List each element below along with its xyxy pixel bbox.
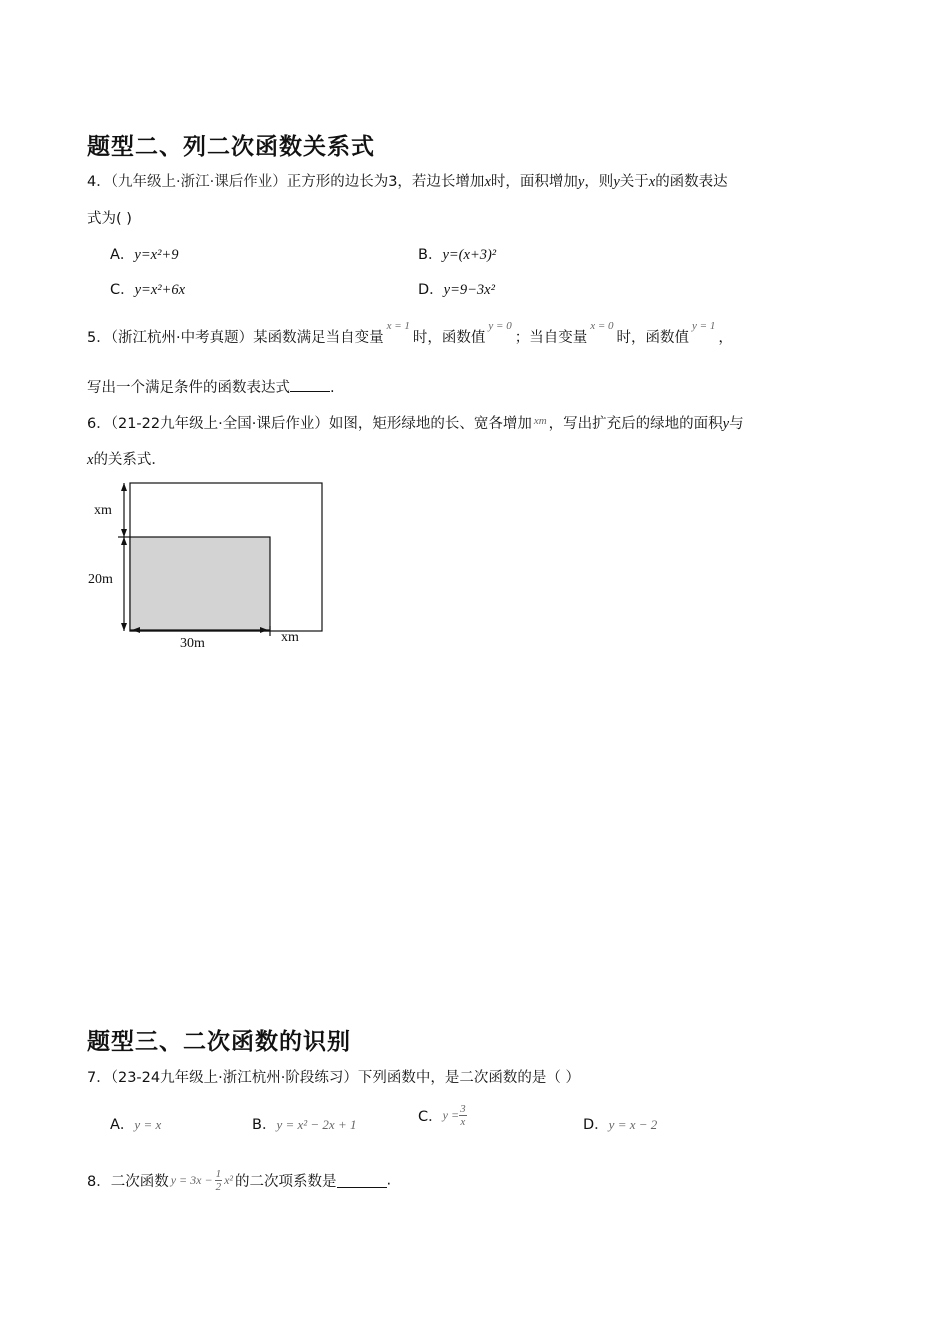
option-4c[interactable] <box>110 278 185 299</box>
answer-blank[interactable] <box>337 1173 387 1188</box>
question-text: ；当自变量 <box>514 330 588 346</box>
option-label: D． <box>583 1117 609 1133</box>
option-formula: y=x²+6x <box>134 282 186 298</box>
option-7c[interactable] <box>418 1103 467 1128</box>
option-label: A． <box>110 1117 135 1133</box>
question-text: 时，函数值 <box>412 330 486 346</box>
question-text: 时，函数值 <box>616 330 690 346</box>
math-var: x <box>648 174 656 190</box>
question-text: . <box>386 1172 392 1189</box>
option-4b[interactable] <box>418 243 496 264</box>
math-var: x <box>87 452 94 468</box>
rectangle-figure <box>88 478 328 650</box>
question-4-stem <box>87 170 728 191</box>
inner-rectangle <box>130 537 270 631</box>
fraction <box>215 1168 223 1193</box>
fraction-denominator: x <box>460 1116 466 1128</box>
question-number: 8． <box>87 1174 111 1190</box>
math-expression: y = 3x − <box>170 1173 213 1187</box>
question-text: 下列函数中，是二次函数的是（ ） <box>357 1070 580 1086</box>
option-label: D． <box>418 282 444 298</box>
question-6-line2 <box>87 448 166 469</box>
section-heading-3: 题型三、二次函数的识别 <box>87 1029 351 1055</box>
math-expression: y = 0 <box>488 320 512 332</box>
question-text: 二次函数 <box>110 1174 169 1190</box>
option-label: B． <box>418 247 443 263</box>
question-text: 的函数表达 <box>655 174 728 190</box>
question-text: ， <box>718 330 733 346</box>
question-text: 某函数满足当自变量 <box>253 330 384 346</box>
option-4d[interactable] <box>418 278 495 299</box>
question-text: ，则 <box>584 174 614 190</box>
figure-label-right: xm <box>281 630 299 645</box>
figure-label-bottom: 30m <box>180 636 205 650</box>
question-text: 写出一个满足条件的函数表达式 <box>87 380 290 396</box>
option-7a[interactable] <box>110 1113 161 1134</box>
option-formula: y=x²+9 <box>134 247 179 263</box>
arrowhead <box>121 537 127 545</box>
question-source: （21-22九年级上·全国·课后作业） <box>110 416 329 432</box>
question-text: 的关系式． <box>93 452 166 468</box>
option-formula: y = x <box>134 1117 162 1132</box>
math-expression: x = 1 <box>386 320 410 332</box>
question-number: 6． <box>87 416 111 432</box>
question-7-stem <box>87 1066 580 1087</box>
question-number: 7． <box>87 1070 111 1086</box>
question-text: 与 <box>729 416 744 432</box>
math-expression: y = 1 <box>692 320 716 332</box>
question-text: 关于 <box>619 174 649 190</box>
question-text: 正方形的边长为3，若边长增加 <box>286 174 485 190</box>
option-formula: y = x² − 2x + 1 <box>276 1117 357 1132</box>
question-5-stem <box>87 320 733 347</box>
option-7d[interactable] <box>583 1113 657 1134</box>
arrowhead <box>121 483 127 491</box>
fraction <box>459 1103 467 1128</box>
option-label: C． <box>110 282 135 298</box>
option-label: A． <box>110 247 135 263</box>
question-text: . <box>330 380 335 396</box>
option-label: C． <box>418 1109 443 1125</box>
figure-label-top: xm <box>94 503 112 518</box>
question-6-stem <box>87 412 744 433</box>
section-heading-2: 题型二、列二次函数关系式 <box>87 134 375 160</box>
math-var: y <box>577 174 585 190</box>
option-label: B． <box>252 1117 277 1133</box>
question-text: 的二次项系数是 <box>235 1174 337 1190</box>
option-4a[interactable] <box>110 243 178 264</box>
option-7b[interactable] <box>252 1113 356 1134</box>
question-number: 4． <box>87 174 111 190</box>
option-formula: y=9−3x² <box>443 282 495 298</box>
math-var: y <box>722 416 730 432</box>
math-var: y <box>613 174 620 190</box>
arrowhead <box>121 529 127 537</box>
math-var: x <box>484 174 491 190</box>
question-text: 时，面积增加 <box>490 174 578 190</box>
option-formula: y = <box>442 1108 460 1122</box>
arrowhead <box>121 623 127 631</box>
fraction-numerator: 1 <box>215 1168 222 1180</box>
math-expression: x = 0 <box>590 320 614 332</box>
question-text: 如图，矩形绿地的长、宽各增加 <box>328 416 532 432</box>
answer-blank[interactable] <box>290 377 330 392</box>
question-number: 5． <box>87 330 111 346</box>
fraction-denominator: 2 <box>215 1181 222 1193</box>
question-source: （23-24九年级上·浙江杭州·阶段练习） <box>110 1070 358 1086</box>
math-expression: xm <box>533 415 547 427</box>
math-expression: x² <box>224 1173 234 1187</box>
figure-label-left: 20m <box>88 572 113 587</box>
question-8-stem <box>87 1168 391 1193</box>
question-source: （浙江杭州·中考真题） <box>110 330 254 346</box>
question-source: （九年级上·浙江·课后作业） <box>110 174 287 190</box>
option-formula: y = x − 2 <box>608 1117 658 1132</box>
option-formula: y=(x+3)² <box>442 247 497 263</box>
question-5-line2 <box>87 376 335 397</box>
question-text: ，写出扩充后的绿地的面积 <box>548 416 723 432</box>
fraction-numerator: 3 <box>460 1103 466 1115</box>
question-4-stem-line2: 式为( ) <box>87 211 132 227</box>
